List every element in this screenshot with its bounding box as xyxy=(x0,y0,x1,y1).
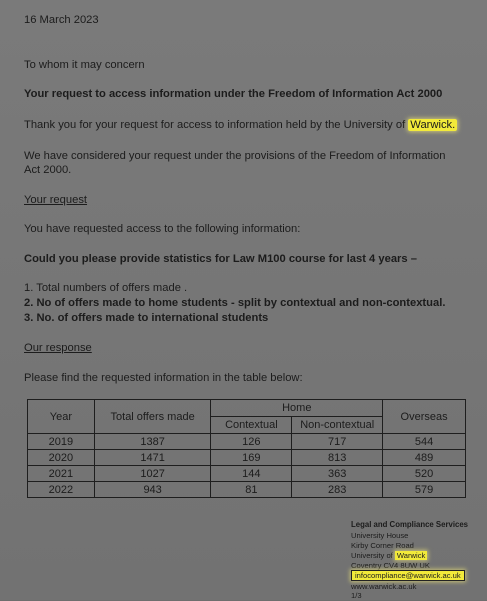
footer-address-line-1: University House xyxy=(351,531,409,540)
thanks-paragraph xyxy=(24,118,457,132)
footer-address-line-3 xyxy=(351,551,427,561)
table-intro-text: Please find the requested information in the table below: xyxy=(24,372,303,384)
your-request-heading: Your request xyxy=(24,194,88,206)
cell-year: 2022 xyxy=(28,482,95,498)
footer-address-line-4: Coventry CV4 8UW UK xyxy=(351,561,430,570)
cell-total: 1471 xyxy=(94,450,211,466)
cell-non-contextual: 717 xyxy=(292,434,383,450)
letter-subject: Your request to access information under the Freedom of Information Act 2000 xyxy=(24,88,443,100)
cell-contextual: 81 xyxy=(211,482,292,498)
cell-year: 2019 xyxy=(28,434,95,450)
table-row xyxy=(28,450,466,466)
cell-contextual: 126 xyxy=(211,434,292,450)
cell-overseas: 544 xyxy=(383,434,466,450)
page-number: 1/3 xyxy=(351,591,362,600)
cell-non-contextual: 813 xyxy=(292,450,383,466)
cell-overseas: 489 xyxy=(383,450,466,466)
cell-overseas: 520 xyxy=(383,466,466,482)
letter-date: 16 March 2023 xyxy=(24,14,99,26)
footer-email-link[interactable]: infocompliance@warwick.ac.uk xyxy=(351,570,465,581)
footer-university-text: University of xyxy=(351,551,395,560)
cell-contextual: 144 xyxy=(211,466,292,482)
cell-total: 1027 xyxy=(94,466,211,482)
footer-highlight-warwick: Warwick xyxy=(396,551,426,560)
footer-email-row xyxy=(351,571,465,581)
request-item-1: 1. Total numbers of offers made . xyxy=(24,282,188,294)
thanks-text: Thank you for your request for access to information held by the University of xyxy=(24,119,409,131)
footer-website-link[interactable]: www.warwick.ac.uk xyxy=(351,582,417,591)
requested-access-text: You have requested access to the following information: xyxy=(24,223,301,235)
cell-non-contextual: 363 xyxy=(292,466,383,482)
cell-non-contextual: 283 xyxy=(292,482,383,498)
table-row xyxy=(28,482,466,498)
footer-address-line-2: Kirby Corner Road xyxy=(351,541,414,550)
footer-department: Legal and Compliance Services xyxy=(351,520,468,529)
offers-table xyxy=(27,399,466,498)
header-home: Home xyxy=(211,400,383,417)
cell-total: 943 xyxy=(94,482,211,498)
table-row xyxy=(28,434,466,450)
request-question: Could you please provide statistics for Law M100 course for last 4 years – xyxy=(24,253,417,265)
cell-contextual: 169 xyxy=(211,450,292,466)
considered-line-2: Act 2000. xyxy=(24,164,72,176)
cell-overseas: 579 xyxy=(383,482,466,498)
salutation: To whom it may concern xyxy=(24,59,145,71)
header-overseas: Overseas xyxy=(383,400,466,434)
header-contextual: Contextual xyxy=(211,417,292,434)
highlight-warwick: Warwick. xyxy=(410,119,456,131)
cell-total: 1387 xyxy=(94,434,211,450)
our-response-heading: Our response xyxy=(24,342,92,354)
request-item-2: 2. No of offers made to home students - split by contextual and non-contextual. xyxy=(24,297,446,309)
header-total-offers: Total offers made xyxy=(94,400,211,434)
table-row xyxy=(28,466,466,482)
cell-year: 2020 xyxy=(28,450,95,466)
header-non-contextual: Non-contextual xyxy=(292,417,383,434)
cell-year: 2021 xyxy=(28,466,95,482)
request-item-3: 3. No. of offers made to international students xyxy=(24,312,269,324)
header-year: Year xyxy=(28,400,95,434)
considered-line-1: We have considered your request under the provisions of the Freedom of Information xyxy=(24,150,446,162)
